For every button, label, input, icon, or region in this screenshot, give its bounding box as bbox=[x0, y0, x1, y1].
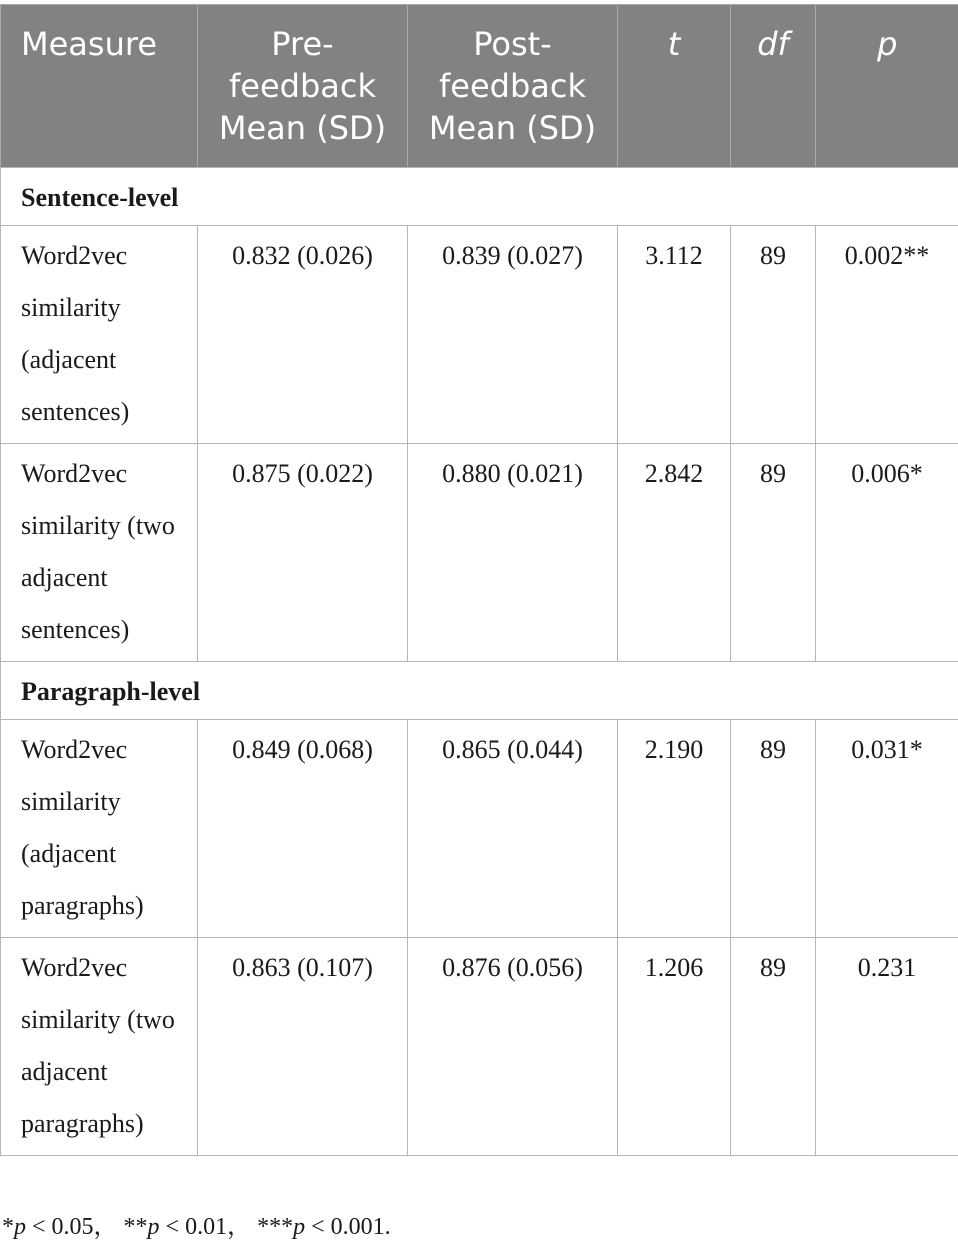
table-row bbox=[1, 720, 958, 938]
footnote-threshold-1: < 0.05， bbox=[26, 1214, 118, 1240]
table-row bbox=[1, 226, 958, 444]
cell-pre: 0.863 (0.107) bbox=[198, 938, 408, 1156]
section-title: Sentence-level bbox=[1, 168, 958, 226]
cell-p: 0.006* bbox=[816, 444, 958, 662]
footnote-stars-1: * bbox=[2, 1214, 14, 1240]
cell-post: 0.839 (0.027) bbox=[408, 226, 618, 444]
section-row-paragraph-level bbox=[1, 662, 958, 720]
table-footnote bbox=[2, 1206, 391, 1241]
cell-p: 0.231 bbox=[816, 938, 958, 1156]
header-t: t bbox=[618, 5, 731, 168]
cell-df: 89 bbox=[731, 226, 816, 444]
header-p: p bbox=[816, 5, 958, 168]
results-table bbox=[0, 4, 958, 1156]
cell-t: 3.112 bbox=[618, 226, 731, 444]
cell-measure: Word2vec similarity (adjacent sentences) bbox=[1, 226, 198, 444]
cell-pre: 0.832 (0.026) bbox=[198, 226, 408, 444]
footnote-p-var-2: p bbox=[147, 1214, 160, 1240]
cell-post: 0.865 (0.044) bbox=[408, 720, 618, 938]
footnote-threshold-3: < 0.001. bbox=[305, 1214, 391, 1240]
results-table-container bbox=[0, 4, 958, 1156]
footnote-p-var-1: p bbox=[14, 1214, 26, 1240]
cell-measure: Word2vec similarity (adjacent paragraphs) bbox=[1, 720, 198, 938]
cell-post: 0.876 (0.056) bbox=[408, 938, 618, 1156]
cell-t: 2.842 bbox=[618, 444, 731, 662]
header-df: df bbox=[731, 5, 816, 168]
cell-pre: 0.849 (0.068) bbox=[198, 720, 408, 938]
cell-post: 0.880 (0.021) bbox=[408, 444, 618, 662]
cell-p: 0.002** bbox=[816, 226, 958, 444]
cell-measure: Word2vec similarity (two adjacent paragraphs) bbox=[1, 938, 198, 1156]
cell-t: 2.190 bbox=[618, 720, 731, 938]
header-row bbox=[1, 5, 958, 168]
cell-measure: Word2vec similarity (two adjacent sentences) bbox=[1, 444, 198, 662]
cell-df: 89 bbox=[731, 938, 816, 1156]
header-pre-feedback: Pre-feedback Mean (SD) bbox=[198, 5, 408, 168]
footnote-stars-2: ** bbox=[123, 1214, 148, 1240]
section-title: Paragraph-level bbox=[1, 662, 958, 720]
table-row bbox=[1, 938, 958, 1156]
footnote-p-var-3: p bbox=[293, 1214, 306, 1240]
cell-df: 89 bbox=[731, 720, 816, 938]
section-row-sentence-level bbox=[1, 168, 958, 226]
footnote-stars-3: *** bbox=[257, 1214, 294, 1240]
footnote-threshold-2: < 0.01， bbox=[159, 1214, 252, 1240]
cell-p: 0.031* bbox=[816, 720, 958, 938]
table-row bbox=[1, 444, 958, 662]
table-body bbox=[1, 168, 958, 1156]
table-header bbox=[1, 5, 958, 168]
cell-pre: 0.875 (0.022) bbox=[198, 444, 408, 662]
cell-t: 1.206 bbox=[618, 938, 731, 1156]
cell-df: 89 bbox=[731, 444, 816, 662]
header-post-feedback: Post-feedback Mean (SD) bbox=[408, 5, 618, 168]
header-measure: Measure bbox=[1, 5, 198, 168]
